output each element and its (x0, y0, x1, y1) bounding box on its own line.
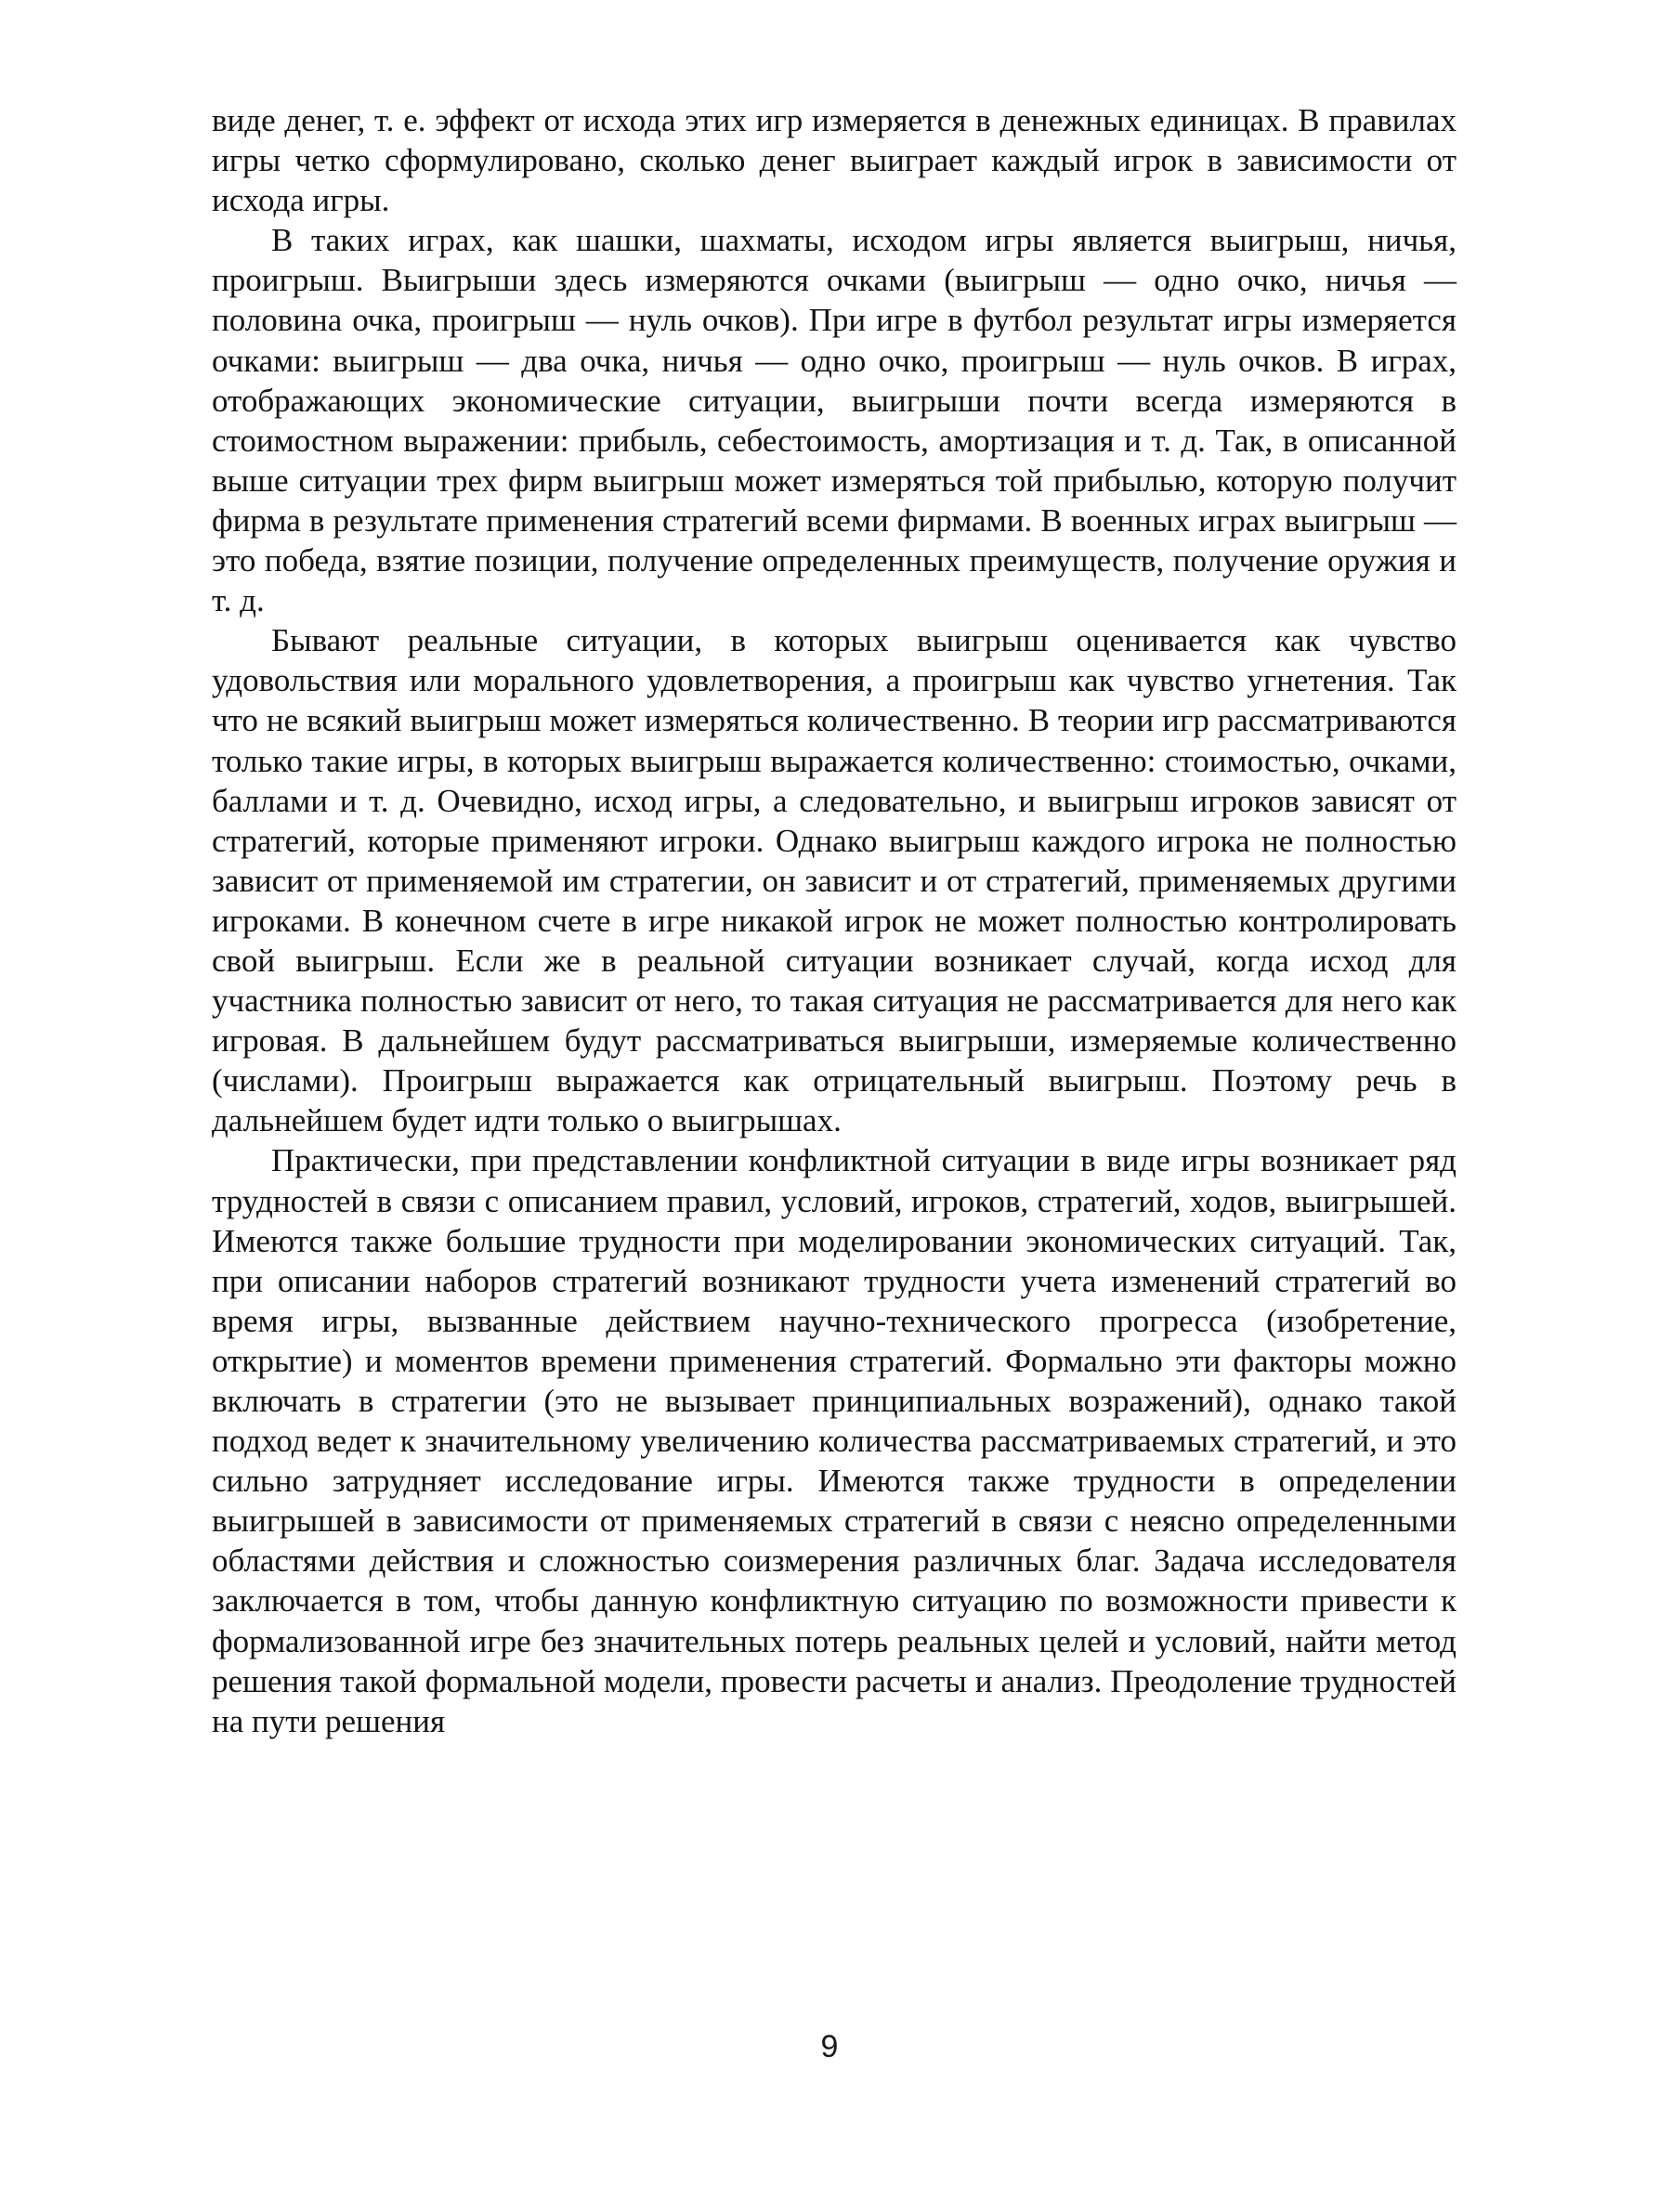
paragraph-1: виде денег, т. е. эффект от исхода этих игр измеряется в денежных единицах. В правилах игры четко сформулировано, сколько денег выиграет каждый игрок в зависимости от исхода игры. (212, 102, 1457, 219)
body-text (212, 100, 1457, 1741)
paragraph-3: Бывают реальные ситуации, в которых выигрыш оценивается как чувство удовольствия или морального удовлетворения, а проигрыш как чувство угнетения. Так что не всякий выигрыш может измеряться количественно. В теории игр рассматриваются только такие игры, в которых выигрыш выражается количественно: стоимостью, очками, баллами и т. д. Очевидно, исход игры, а следовательно, и выигрыш игроков зависят от стратегий, которые применяют игроки. Однако выигрыш каждого игрока не полностью зависит от применяемой им стратегии, он зависит и от стратегий, применяемых другими игроками. В конечном счете в игре никакой игрок не может полностью контролировать свой выигрыш. Если же в реальной ситуации возникает случай, когда исход для участника полностью зависит от него, то такая ситуация не рассматривается для него как игровая. В дальнейшем будут рассматриваться выигрыши, измеряемые количественно (числами). Проигрыш выражается как отрицательный выигрыш. Поэтому речь в дальнейшем будет идти только о выигрышах. (212, 622, 1457, 1139)
page-number: 9 (820, 2029, 839, 2064)
book-page (212, 100, 1457, 2097)
paragraph-4: Практически, при представлении конфликтной ситуации в виде игры возникает ряд трудностей в связи с описанием правил, условий, игроков, стратегий, ходов, выигрышей. Имеются также большие трудности при моделировании экономических ситуаций. Так, при описании наборов стратегий возникают трудности учета изменений стратегий во время игры, вызванные действием научно-технического прогресса (изобретение, открытие) и моментов времени применения стратегий. Формально эти факторы можно включать в стратегии (это не вызывает принципиальных возражений), однако такой подход ведет к значительному увеличению количества рассматриваемых стратегий, и это сильно затрудняет исследование игры. Имеются также трудности в определении выигрышей в зависимости от применяемых стратегий в связи с неясно определенными областями действия и сложностью соизмерения различных благ. Задача исследователя заключается в том, чтобы данную конфликтную ситуацию по возможности привести к формализованной игре без значительных потерь реальных целей и условий, найти метод решения такой формальной модели, провести расчеты и анализ. Преодоление трудностей на пути решения (212, 1142, 1457, 1739)
paragraph-2: В таких играх, как шашки, шахматы, исходом игры является выигрыш, ничья, проигрыш. Выигрыши здесь измеряются очками (выигрыш — одно очко, ничья — половина очка, проигрыш — нуль очков). При игре в футбол результат игры измеряется очками: выигрыш — два очка, ничья — одно очко, проигрыш — нуль очков. В играх, отображающих экономические ситуации, выигрыши почти всегда измеряются в стоимостном выражении: прибыль, себестоимость, амортизация и т. д. Так, в описанной выше ситуации трех фирм выигрыш может измеряться той прибылью, которую получит фирма в результате применения стратегий всеми фирмами. В военных играх выигрыш — это победа, взятие позиции, получение определенных преимуществ, получение оружия и т. д. (212, 222, 1457, 619)
